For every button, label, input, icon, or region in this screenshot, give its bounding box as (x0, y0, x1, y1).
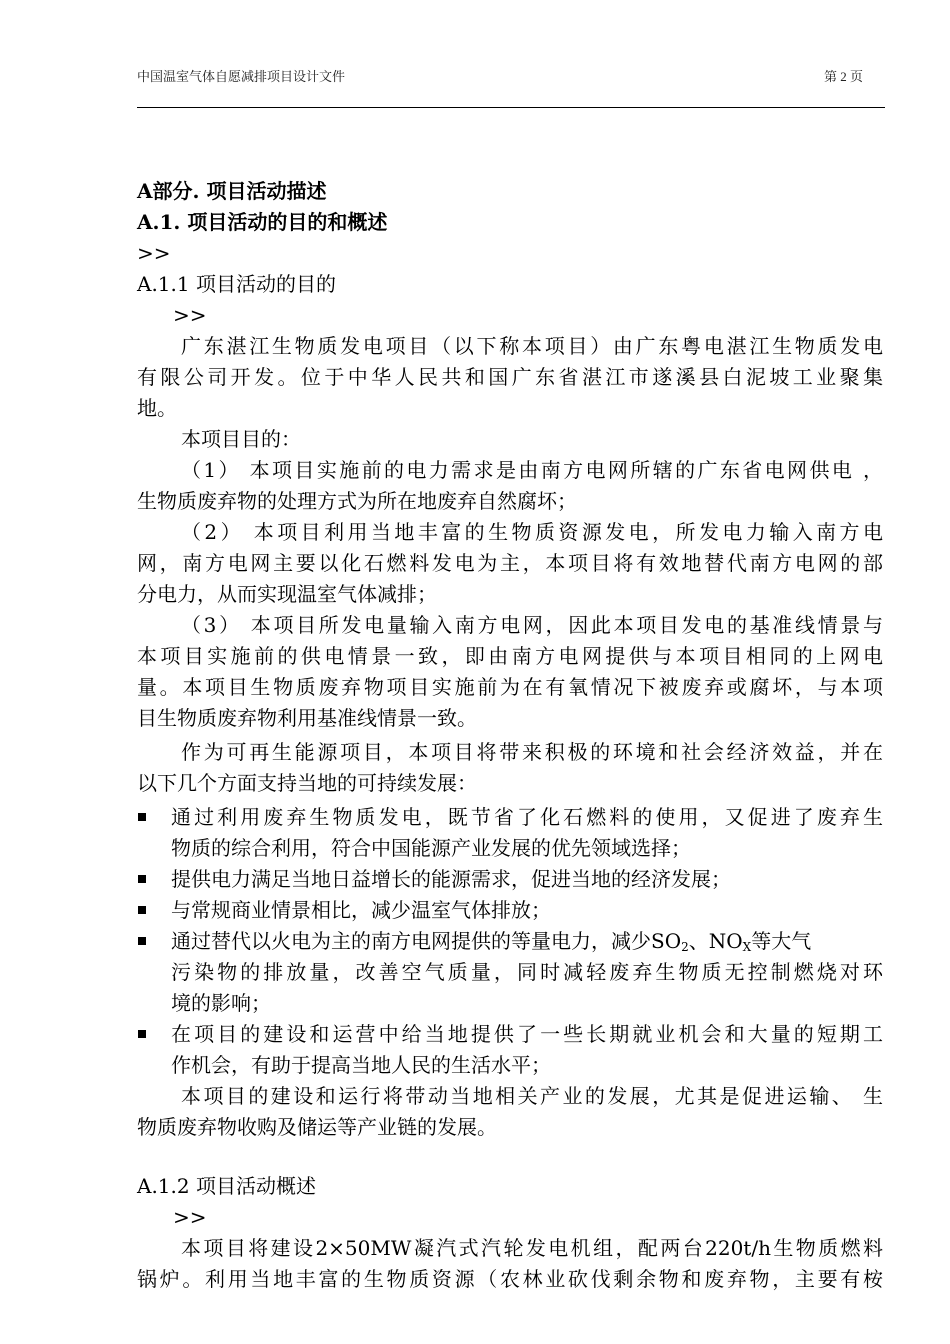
paragraph-line: 本项目将建设2×50MW凝汽式汽轮发电机组，配两台220t/h生物质燃料 (181, 1236, 883, 1260)
bullet-text: 在项目的建设和运营中给当地提供了一些长期就业机会和大量的短期工 (171, 1022, 883, 1046)
document-body (137, 176, 883, 1295)
list-item-line: （1） 本项目实施前的电力需求是由南方电网所辖的广东省电网供电 ， (181, 458, 883, 482)
list-item-line: 量。本项目生物质废弃物项目实施前为在有氧情况下被废弃或腐坏，与本项 (137, 675, 883, 699)
list-item-line: 本项目实施前的供电情景一致，即由南方电网提供与本项目相同的上网电 (137, 644, 883, 668)
list-item-line: 目生物质废弃物利用基准线情景一致。 (137, 706, 477, 730)
a111-heading: A.1.1 项目活动的目的 (137, 272, 336, 296)
bullet-item (137, 895, 883, 926)
bullet-text: 提供电力满足当地日益增长的能源需求，促进当地的经济发展； (171, 867, 731, 891)
bullet-text: 与常规商业情景相比，减少温室气体排放； (171, 898, 551, 922)
paragraph-line: 有限公司开发。位于中华人民共和国广东省湛江市遂溪县白泥坡工业聚集 (137, 365, 883, 389)
list-item-line: （3） 本项目所发电量输入南方电网，因此本项目发电的基准线情景与 (181, 613, 883, 637)
header-divider (137, 107, 885, 108)
bullet-icon (138, 906, 146, 914)
bullet-item (137, 802, 883, 833)
list-item-line: 分电力，从而实现温室气体减排； (137, 582, 437, 606)
bullet-item (137, 1019, 883, 1050)
paragraph-line: 广东湛江生物质发电项目（以下称本项目）由广东粤电湛江生物质发电 (181, 334, 883, 358)
bullet-icon (138, 1030, 146, 1038)
paragraph-line: 以下几个方面支持当地的可持续发展： (137, 771, 477, 795)
page-number: 第 2 页 (823, 69, 863, 84)
bullet-text: 污染物的排放量，改善空气质量，同时减轻废弃生物质无控制燃烧对环 (171, 960, 883, 984)
bullet-item (137, 926, 883, 957)
paragraph-line: 锅炉。利用当地丰富的生物质资源（农林业砍伐剩余物和废弃物，主要有桉 (137, 1267, 883, 1291)
bullet-text: 通过利用废弃生物质发电，既节省了化石燃料的使用，又促进了废弃生 (171, 805, 883, 829)
marker: >> (137, 241, 171, 265)
subsection-heading: A.1. 项目活动的目的和概述 (137, 210, 388, 234)
a112-heading: A.1.2 项目活动概述 (137, 1174, 316, 1198)
paragraph-line: 地。 (137, 396, 177, 420)
bullet-item (137, 864, 883, 895)
list-item-line: 生物质废弃物的处理方式为所在地废弃自然腐坏； (137, 489, 577, 513)
document-title: 中国温室气体自愿减排项目设计文件 (137, 69, 346, 84)
bullet-text: 物质的综合利用，符合中国能源产业发展的优先领域选择； (171, 836, 691, 860)
bullet-icon (138, 813, 146, 821)
list-item-line: 网，南方电网主要以化石燃料发电为主，本项目将有效地替代南方电网的部 (137, 551, 883, 575)
marker: >> (173, 303, 207, 327)
page-header (137, 66, 883, 86)
section-heading: A部分. 项目活动描述 (137, 179, 327, 203)
paragraph-line: 物质废弃物收购及储运等产业链的发展。 (137, 1115, 497, 1139)
paragraph-line: 本项目的建设和运行将带动当地相关产业的发展，尤其是促进运输、 生 (181, 1084, 883, 1108)
paragraph-line: 本项目目的： (181, 427, 301, 451)
list-item-line: （2） 本项目利用当地丰富的生物质资源发电，所发电力输入南方电 (181, 520, 883, 544)
bullet-icon (138, 937, 146, 945)
bullet-text: 作机会，有助于提高当地人民的生活水平； (171, 1053, 551, 1077)
bullet-text: 境的影响； (171, 991, 271, 1015)
marker: >> (173, 1205, 207, 1229)
paragraph-line: 作为可再生能源项目，本项目将带来积极的环境和社会经济效益，并在 (181, 740, 883, 764)
bullet-text: 通过替代以火电为主的南方电网提供的等量电力，减少$SO_2$、$NO_X$等大气 (171, 929, 812, 954)
bullet-icon (138, 875, 146, 883)
